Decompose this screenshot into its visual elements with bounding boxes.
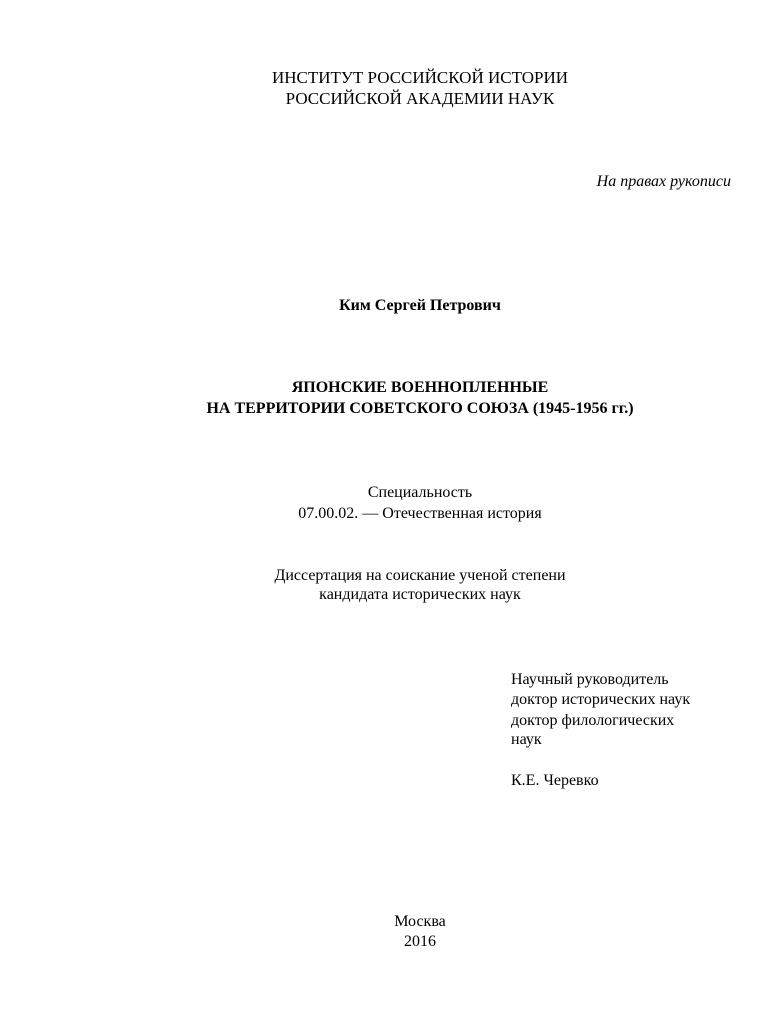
supervisor-degree-1: доктор исторических наук [511,691,691,708]
dissertation-line-2: кандидата исторических наук [319,586,521,603]
footer-city: Москва [394,913,446,930]
footer-year: 2016 [404,933,436,950]
dissertation-line-1: Диссертация на соискание ученой степени [274,567,566,584]
supervisor-name: К.Е. Черевко [511,772,599,789]
author-name: Ким Сергей Петрович [339,297,501,314]
institute-line-2: РОССИЙСКОЙ АКАДЕМИИ НАУК [285,89,555,108]
supervisor-degree-2-line-1: доктор филологических [511,712,675,729]
specialty-value: 07.00.02. — Отечественная история [298,505,542,522]
title-line-1: ЯПОНСКИЕ ВОЕННОПЛЕННЫЕ [291,379,549,396]
specialty-label: Специальность [367,484,473,501]
supervisor-degree-2-line-2: наук [511,731,542,748]
institute-line-1: ИНСТИТУТ РОССИЙСКОЙ ИСТОРИИ [271,68,569,87]
supervisor-label: Научный руководитель [511,671,669,688]
title-line-2: НА ТЕРРИТОРИИ СОВЕТСКОГО СОЮЗА (1945-1956 гг.) [206,400,634,417]
manuscript-note: На правах рукописи [596,173,731,190]
